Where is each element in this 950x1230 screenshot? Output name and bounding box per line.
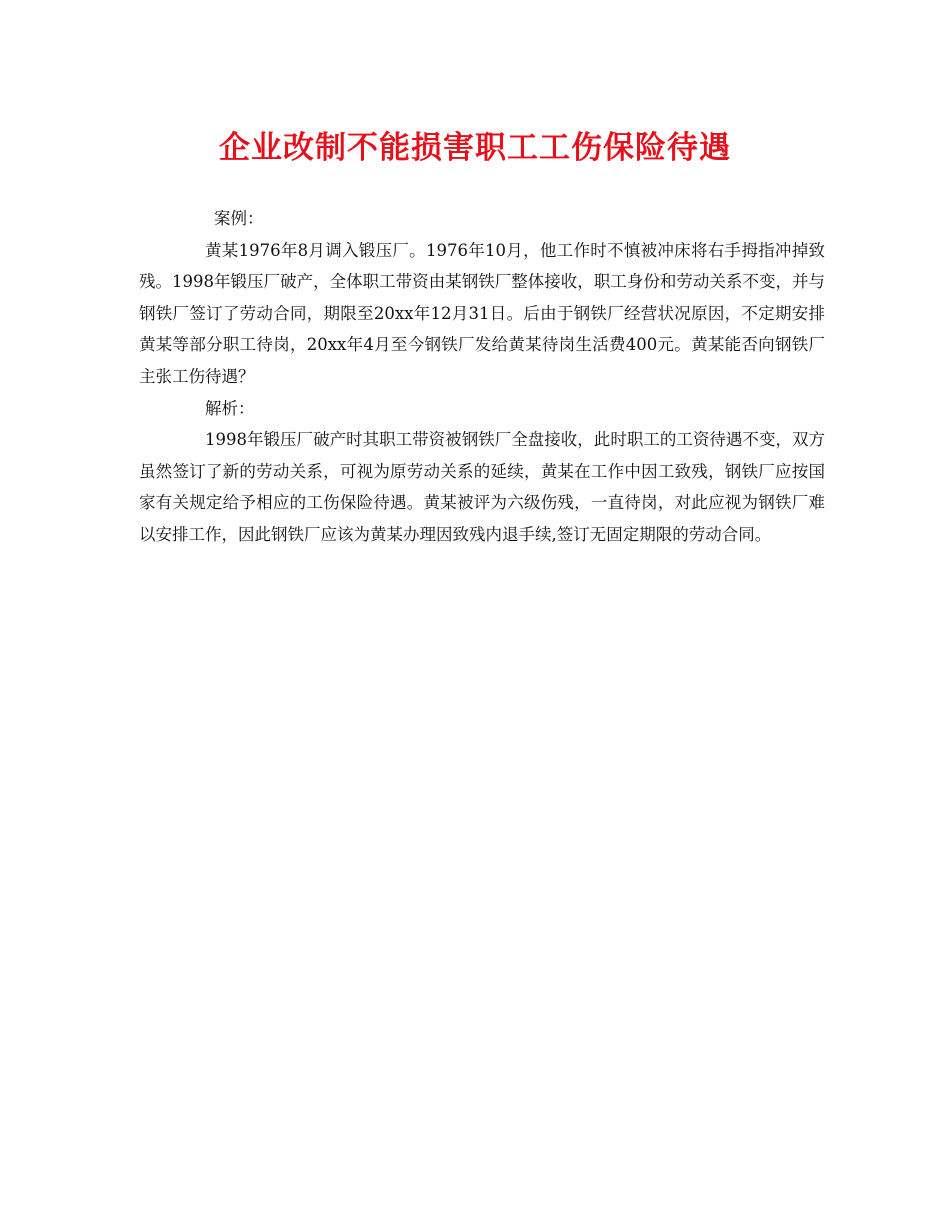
document-body <box>139 203 825 551</box>
document-title: 企业改制不能损害职工工伤保险待遇 <box>219 130 731 166</box>
case-paragraph: 黄某1976年8月调入锻压厂。1976年10月，他工作时不慎被冲床将右手拇指冲掉致残。1998年锻压厂破产，全体职工带资由某钢铁厂整体接收，职工身份和劳动关系不变，并与钢铁厂签订了劳动合同，期限至20xx年12月31日。后由于钢铁厂经营状况原因，不定期安排黄某等部分职工待岗，20xx年4月至今钢铁厂发给黄某待岗生活费400元。黄某能否向钢铁厂主张工伤待遇？ <box>139 240 825 386</box>
analysis-label: 解析： <box>205 398 255 418</box>
case-label: 案例： <box>214 209 264 228</box>
analysis-paragraph: 1998年锻压厂破产时其职工带资被钢铁厂全盘接收，此时职工的工资待遇不变，双方虽然签订了新的劳动关系，可视为原劳动关系的延续，黄某在工作中因工致残，钢铁厂应按国家有关规定给予相应的工伤保险待遇。黄某被评为六级伤残，一直待岗，对此应视为钢铁厂难以安排工作，因此钢铁厂应该为黄某办理因致残内退手续,签订无固定期限的劳动合同。 <box>139 430 825 544</box>
